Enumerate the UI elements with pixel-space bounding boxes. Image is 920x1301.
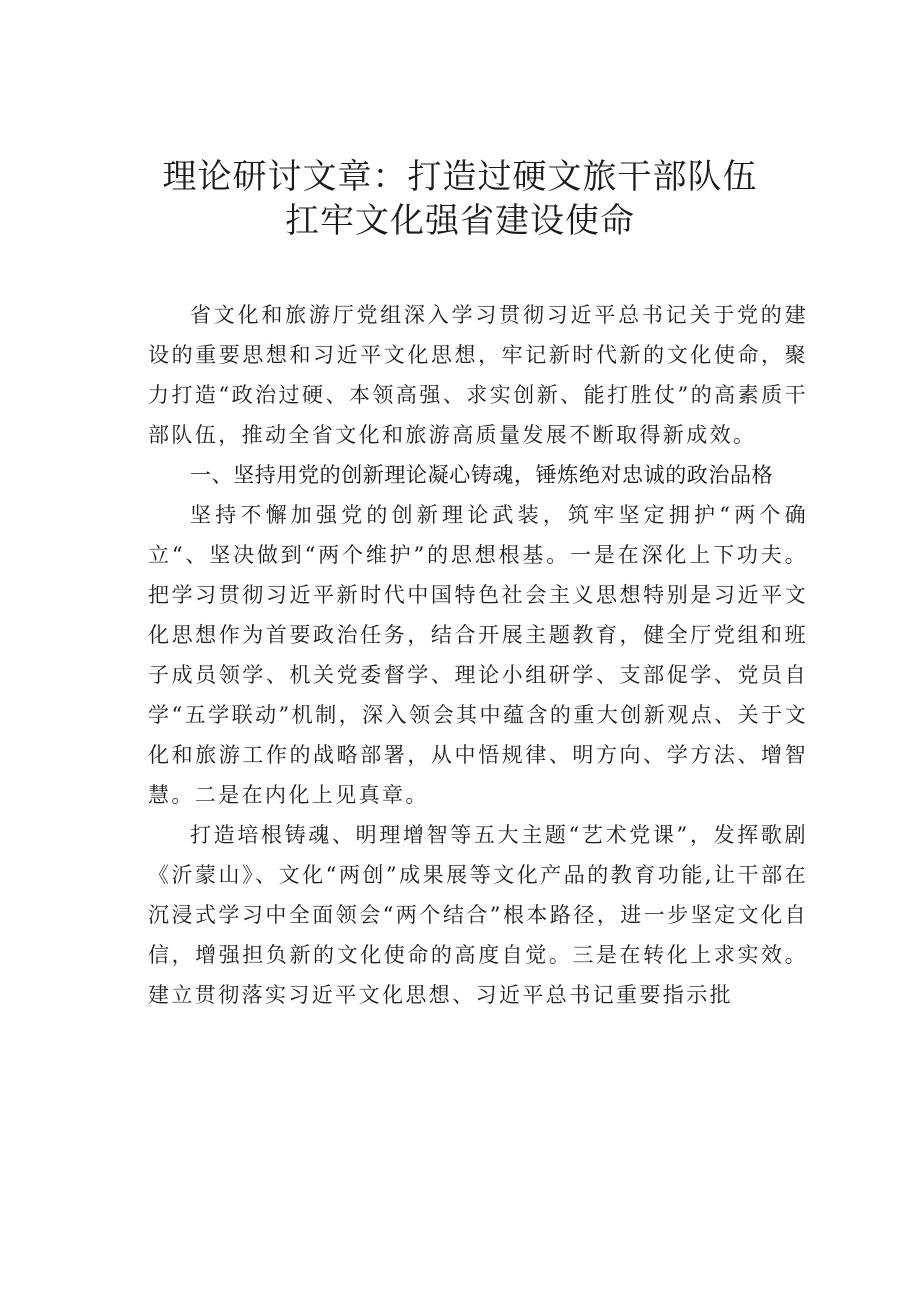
document-body: [148, 295, 808, 1015]
body-paragraph: 打造培根铸魂、明理增智等五大主题“艺术党课”，发挥歌剧《沂蒙山》、文化“两创”成果展等文化产品的教育功能,让干部在沉浸式学习中全面领会“两个结合”根本路径，进一步坚定文化自信，增强担负新的文化使命的高度自觉。三是在转化上求实效。建立贯彻落实习近平文化思想、习近平总书记重要指示批: [148, 823, 808, 1007]
document-title-line-1: 理论研讨文章：打造过硬文旅干部队伍: [162, 157, 758, 197]
intro-paragraph: 省文化和旅游厅党组深入学习贯彻习近平总书记关于党的建设的重要思想和习近平文化思想，牢记新时代新的文化使命，聚力打造“政治过硬、本领高强、求实创新、能打胜仗”的高素质干部队伍，推动全省文化和旅游高质量发展不断取得新成效。: [148, 303, 808, 447]
section-heading: 一、坚持用党的创新理论凝心铸魂，锤炼绝对忠诚的政治品格: [190, 463, 774, 487]
document-title-line-2: 扛牢文化强省建设使命: [285, 201, 635, 241]
body-paragraph: 坚持不懈加强党的创新理论武装，筑牢坚定拥护“两个确立“、坚决做到“两个维护”的思想根基。一是在深化上下功夫。把学习贯彻习近平新时代中国特色社会主义思想特别是习近平文化思想作为首要政治任务，结合开展主题教育，健全厅党组和班子成员领学、机关党委督学、理论小组研学、支部促学、党员自学“五学联动”机制，深入领会其中蕴含的重大创新观点、关于文化和旅游工作的战略部署，从中悟规律、明方向、学方法、增智慧。二是在内化上见真章。: [148, 503, 808, 807]
